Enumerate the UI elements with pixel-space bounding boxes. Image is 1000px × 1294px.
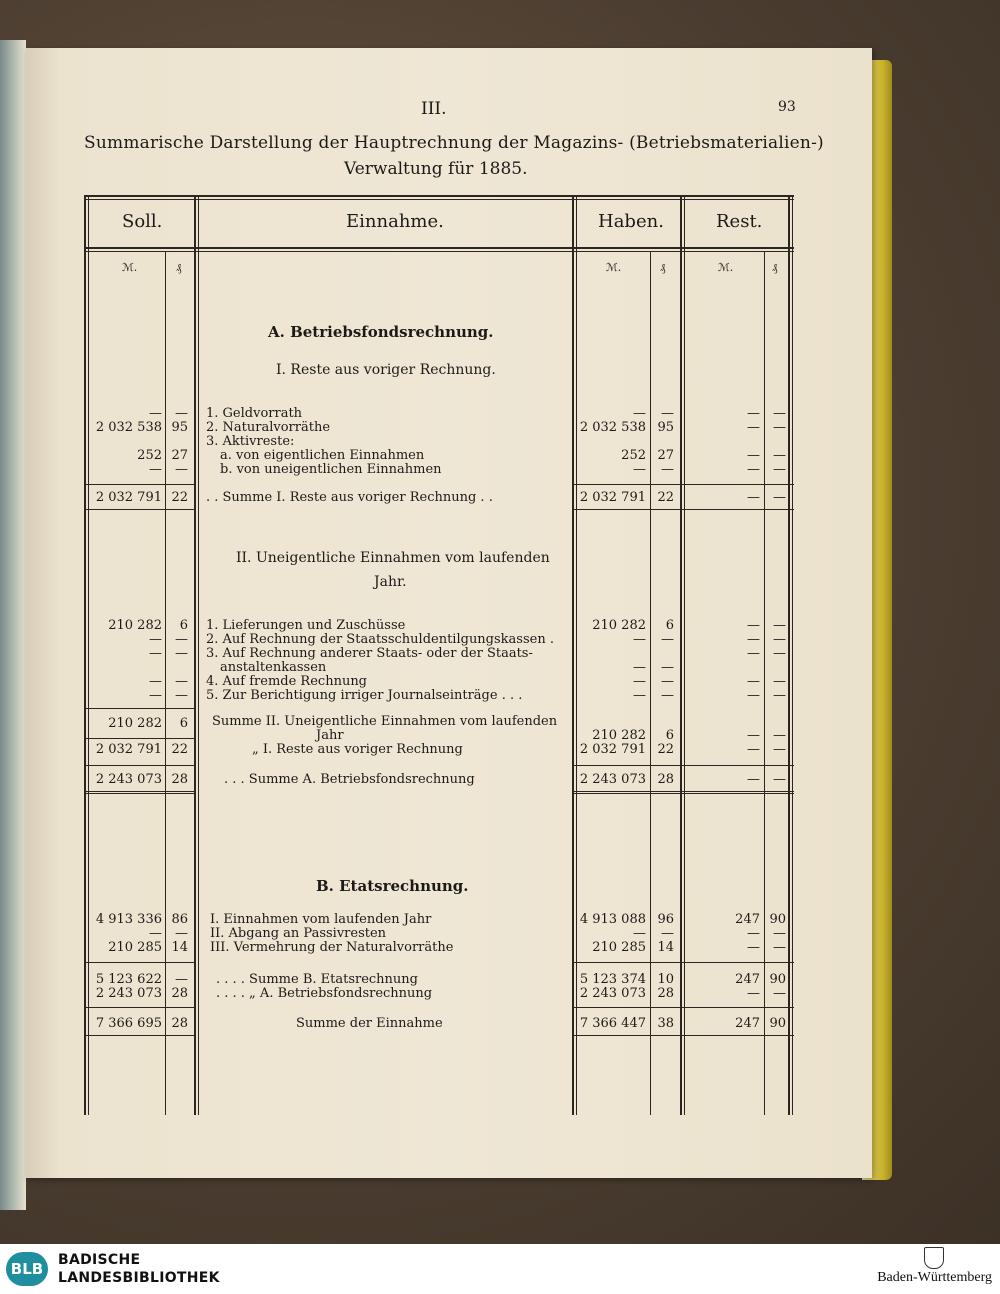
a1-item-1-label: 2. Naturalvorräthe — [206, 420, 331, 435]
a1-repeat-rest-mark: — — [747, 742, 760, 757]
total-haben-mark: 7 366 447 — [579, 1016, 646, 1031]
b-sum-rest-mark: 247 — [735, 972, 760, 987]
a2-item-0-haben-mark: 210 282 — [592, 618, 646, 633]
b-item-0-rest-pf: 90 — [769, 912, 786, 927]
a2-item-4-label: 4. Auf fremde Rechnung — [206, 674, 368, 689]
unit-pf-haben: ₰ — [660, 261, 666, 274]
a1-item-1-soll-pf: 95 — [171, 420, 188, 435]
a2-sum-haben-pf: 6 — [665, 728, 674, 743]
b-item-1-haben-pf: — — [661, 926, 674, 941]
a2-item-2-rest-mark: — — [747, 646, 760, 661]
a2-item-4-haben-pf: — — [661, 674, 674, 689]
section-a-sub2-title-line2: Jahr. — [374, 574, 407, 590]
a1-sum-soll-mark: 2 032 791 — [95, 490, 162, 505]
b-item-0-label: I. Einnahmen vom laufenden Jahr — [210, 912, 432, 927]
b-item-0-rest-mark: 247 — [735, 912, 760, 927]
a-sum-soll-pf: 28 — [171, 772, 188, 787]
a1-repeat-soll-mark: 2 032 791 — [95, 742, 162, 757]
a1-item-3-soll-pf: 27 — [171, 448, 188, 463]
a2-item-5-label: 5. Zur Berichtigung irriger Journalseinträge . . . — [206, 688, 523, 703]
b-a-repeat-haben-mark: 2 243 073 — [579, 986, 646, 1001]
a2-item-1-rest-pf: — — [773, 632, 786, 647]
a1-item-4-rest-mark: — — [747, 462, 760, 477]
b-item-2-soll-mark: 210 285 — [108, 940, 162, 955]
a2-sum-label-line2: Jahr — [316, 728, 344, 743]
a1-item-4-soll-mark: — — [149, 462, 162, 477]
a2-item-0-soll-mark: 210 282 — [108, 618, 162, 633]
a1-item-3-label: a. von eigentlichen Einnahmen — [220, 448, 425, 463]
a2-item-0-label: 1. Lieferungen und Zuschüsse — [206, 618, 406, 633]
a1-item-0-haben-pf: — — [661, 406, 674, 421]
total-rest-mark: 247 — [735, 1016, 760, 1031]
total-label: Summe der Einnahme — [296, 1016, 443, 1031]
b-item-0-soll-mark: 4 913 336 — [95, 912, 162, 927]
a2-sum-haben-mark: 210 282 — [592, 728, 646, 743]
a-sum-rest-pf: — — [773, 772, 786, 787]
a1-item-1-rest-mark: — — [747, 420, 760, 435]
a1-repeat-label: „ I. Reste aus voriger Rechnung — [252, 742, 463, 757]
a-sum-haben-pf: 28 — [657, 772, 674, 787]
unit-pf-rest: ₰ — [772, 261, 778, 274]
a2-item-3-label: anstaltenkassen — [220, 660, 327, 675]
a-sum-label: . . . Summe A. Betriebsfondsrechnung — [224, 772, 475, 787]
footer-line1: BADISCHE — [58, 1252, 141, 1268]
a2-item-2-soll-pf: — — [175, 646, 188, 661]
section-a-sub2-title-line1: II. Uneigentliche Einnahmen vom laufenden — [236, 550, 550, 566]
a1-item-0-label: 1. Geldvorrath — [206, 406, 303, 421]
b-item-2-label: III. Vermehrung der Naturalvorräthe — [210, 940, 454, 955]
b-item-0-haben-mark: 4 913 088 — [579, 912, 646, 927]
left-page-edge — [0, 40, 26, 1210]
a1-item-0-soll-mark: — — [149, 406, 162, 421]
a1-repeat-soll-pf: 22 — [171, 742, 188, 757]
a1-item-0-haben-mark: — — [633, 406, 646, 421]
a2-item-5-haben-mark: — — [633, 688, 646, 703]
a2-sum-label-line1: Summe II. Uneigentliche Einnahmen vom laufenden — [212, 714, 558, 729]
a2-item-1-soll-pf: — — [175, 632, 188, 647]
a2-item-3-haben-mark: — — [633, 660, 646, 675]
a2-item-5-soll-pf: — — [175, 688, 188, 703]
a2-sum-soll-mark: 210 282 — [108, 716, 162, 731]
a1-item-4-haben-mark: — — [633, 462, 646, 477]
a1-sum-haben-mark: 2 032 791 — [579, 490, 646, 505]
b-sum-soll-pf: — — [175, 972, 188, 987]
a-sum-haben-mark: 2 243 073 — [579, 772, 646, 787]
a1-item-1-haben-mark: 2 032 538 — [579, 420, 646, 435]
b-item-0-haben-pf: 96 — [657, 912, 674, 927]
a2-sum-soll-pf: 6 — [179, 716, 188, 731]
table-rows — [84, 195, 794, 1115]
a1-item-3-rest-mark: — — [747, 448, 760, 463]
a2-item-1-soll-mark: — — [149, 632, 162, 647]
a2-item-1-haben-mark: — — [633, 632, 646, 647]
b-sum-soll-mark: 5 123 622 — [95, 972, 162, 987]
total-soll-mark: 7 366 695 — [95, 1016, 162, 1031]
a2-item-0-soll-pf: 6 — [179, 618, 188, 633]
b-a-repeat-label: . . . . „ A. Betriebsfondsrechnung — [216, 986, 433, 1001]
b-item-1-soll-pf: — — [175, 926, 188, 941]
section-a-sub1-title: I. Reste aus voriger Rechnung. — [276, 362, 496, 378]
b-item-2-haben-pf: 14 — [657, 940, 674, 955]
a1-item-3-haben-mark: 252 — [621, 448, 646, 463]
a2-sum-rest-pf: — — [773, 728, 786, 743]
a-sum-rest-mark: — — [747, 772, 760, 787]
header-rest: Rest. — [716, 211, 763, 232]
b-a-repeat-rest-mark: — — [747, 986, 760, 1001]
footer-line2: LANDESBIBLIOTHEK — [58, 1270, 220, 1286]
a1-sum-soll-pf: 22 — [171, 490, 188, 505]
a2-item-2-rest-pf: — — [773, 646, 786, 661]
a1-item-0-rest-mark: — — [747, 406, 760, 421]
section-roman-numeral: III. — [421, 99, 447, 119]
a2-item-3-haben-pf: — — [661, 660, 674, 675]
a1-item-0-soll-pf: — — [175, 406, 188, 421]
b-item-0-soll-pf: 86 — [171, 912, 188, 927]
a1-item-4-label: b. von uneigentlichen Einnahmen — [220, 462, 442, 477]
b-item-1-haben-mark: — — [633, 926, 646, 941]
a2-item-5-rest-mark: — — [747, 688, 760, 703]
section-b-title: B. Etatsrechnung. — [316, 877, 469, 895]
unit-mark-haben: ℳ. — [606, 261, 622, 274]
a1-item-0-rest-pf: — — [773, 406, 786, 421]
b-item-2-rest-mark: — — [747, 940, 760, 955]
header-einnahme: Einnahme. — [346, 211, 444, 232]
a1-repeat-haben-mark: 2 032 791 — [579, 742, 646, 757]
a1-item-2-label: 3. Aktivreste: — [206, 434, 295, 449]
a2-item-0-rest-pf: — — [773, 618, 786, 633]
a1-item-1-rest-pf: — — [773, 420, 786, 435]
a2-item-4-soll-pf: — — [175, 674, 188, 689]
a1-item-3-rest-pf: — — [773, 448, 786, 463]
a2-item-1-label: 2. Auf Rechnung der Staatsschuldentilgungskassen . — [206, 632, 554, 647]
a2-item-0-haben-pf: 6 — [665, 618, 674, 633]
b-item-1-rest-pf: — — [773, 926, 786, 941]
b-item-2-haben-mark: 210 285 — [592, 940, 646, 955]
a1-sum-rest-pf: — — [773, 490, 786, 505]
a2-item-5-haben-pf: — — [661, 688, 674, 703]
blb-logo: BLB — [6, 1252, 48, 1286]
a2-item-0-rest-mark: — — [747, 618, 760, 633]
b-sum-haben-pf: 10 — [657, 972, 674, 987]
a2-sum-rest-mark: — — [747, 728, 760, 743]
a2-item-2-soll-mark: — — [149, 646, 162, 661]
b-sum-rest-pf: 90 — [769, 972, 786, 987]
b-item-2-soll-pf: 14 — [171, 940, 188, 955]
b-a-repeat-soll-mark: 2 243 073 — [95, 986, 162, 1001]
b-item-1-label: II. Abgang an Passivresten — [210, 926, 387, 941]
unit-mark-rest: ℳ. — [718, 261, 734, 274]
total-haben-pf: 38 — [657, 1016, 674, 1031]
page-title-line2: Verwaltung für 1885. — [344, 159, 528, 179]
a1-item-1-haben-pf: 95 — [657, 420, 674, 435]
a2-item-5-soll-mark: — — [149, 688, 162, 703]
b-a-repeat-soll-pf: 28 — [171, 986, 188, 1001]
a1-sum-rest-mark: — — [747, 490, 760, 505]
a1-sum-label: . . Summe I. Reste aus voriger Rechnung . . — [206, 490, 493, 505]
b-item-1-soll-mark: — — [149, 926, 162, 941]
page-title-line1: Summarische Darstellung der Hauptrechnung der Magazins- (Betriebsmaterialien-) — [84, 133, 824, 153]
a2-item-5-rest-pf: — — [773, 688, 786, 703]
b-item-1-rest-mark: — — [747, 926, 760, 941]
page-number: 93 — [778, 99, 796, 115]
a1-item-4-haben-pf: — — [661, 462, 674, 477]
b-a-repeat-rest-pf: — — [773, 986, 786, 1001]
total-soll-pf: 28 — [171, 1016, 188, 1031]
a2-item-2-label: 3. Auf Rechnung anderer Staats- oder der Staats- — [206, 646, 533, 661]
a1-item-4-rest-pf: — — [773, 462, 786, 477]
a1-repeat-haben-pf: 22 — [657, 742, 674, 757]
a2-item-1-rest-mark: — — [747, 632, 760, 647]
b-sum-haben-mark: 5 123 374 — [579, 972, 646, 987]
unit-mark-soll: ℳ. — [122, 261, 138, 274]
a2-item-4-haben-mark: — — [633, 674, 646, 689]
section-a-title: A. Betriebsfondsrechnung. — [268, 323, 494, 341]
a2-item-4-rest-mark: — — [747, 674, 760, 689]
a-sum-soll-mark: 2 243 073 — [95, 772, 162, 787]
header-soll: Soll. — [122, 211, 163, 232]
a1-item-3-soll-mark: 252 — [137, 448, 162, 463]
a1-item-3-haben-pf: 27 — [657, 448, 674, 463]
total-rest-pf: 90 — [769, 1016, 786, 1031]
a2-item-4-soll-mark: — — [149, 674, 162, 689]
library-footer — [0, 1244, 1000, 1294]
unit-pf-soll: ₰ — [176, 261, 182, 274]
b-sum-label: . . . . Summe B. Etatsrechnung — [216, 972, 418, 987]
b-item-2-rest-pf: — — [773, 940, 786, 955]
b-a-repeat-haben-pf: 28 — [657, 986, 674, 1001]
scanned-page — [26, 48, 872, 1178]
footer-state: Baden-Württemberg — [877, 1270, 992, 1285]
a2-item-4-rest-pf: — — [773, 674, 786, 689]
a2-item-1-haben-pf: — — [661, 632, 674, 647]
a1-repeat-rest-pf: — — [773, 742, 786, 757]
coat-of-arms-icon — [924, 1247, 944, 1269]
a1-item-4-soll-pf: — — [175, 462, 188, 477]
a1-sum-haben-pf: 22 — [657, 490, 674, 505]
a1-item-1-soll-mark: 2 032 538 — [95, 420, 162, 435]
header-haben: Haben. — [598, 211, 664, 232]
